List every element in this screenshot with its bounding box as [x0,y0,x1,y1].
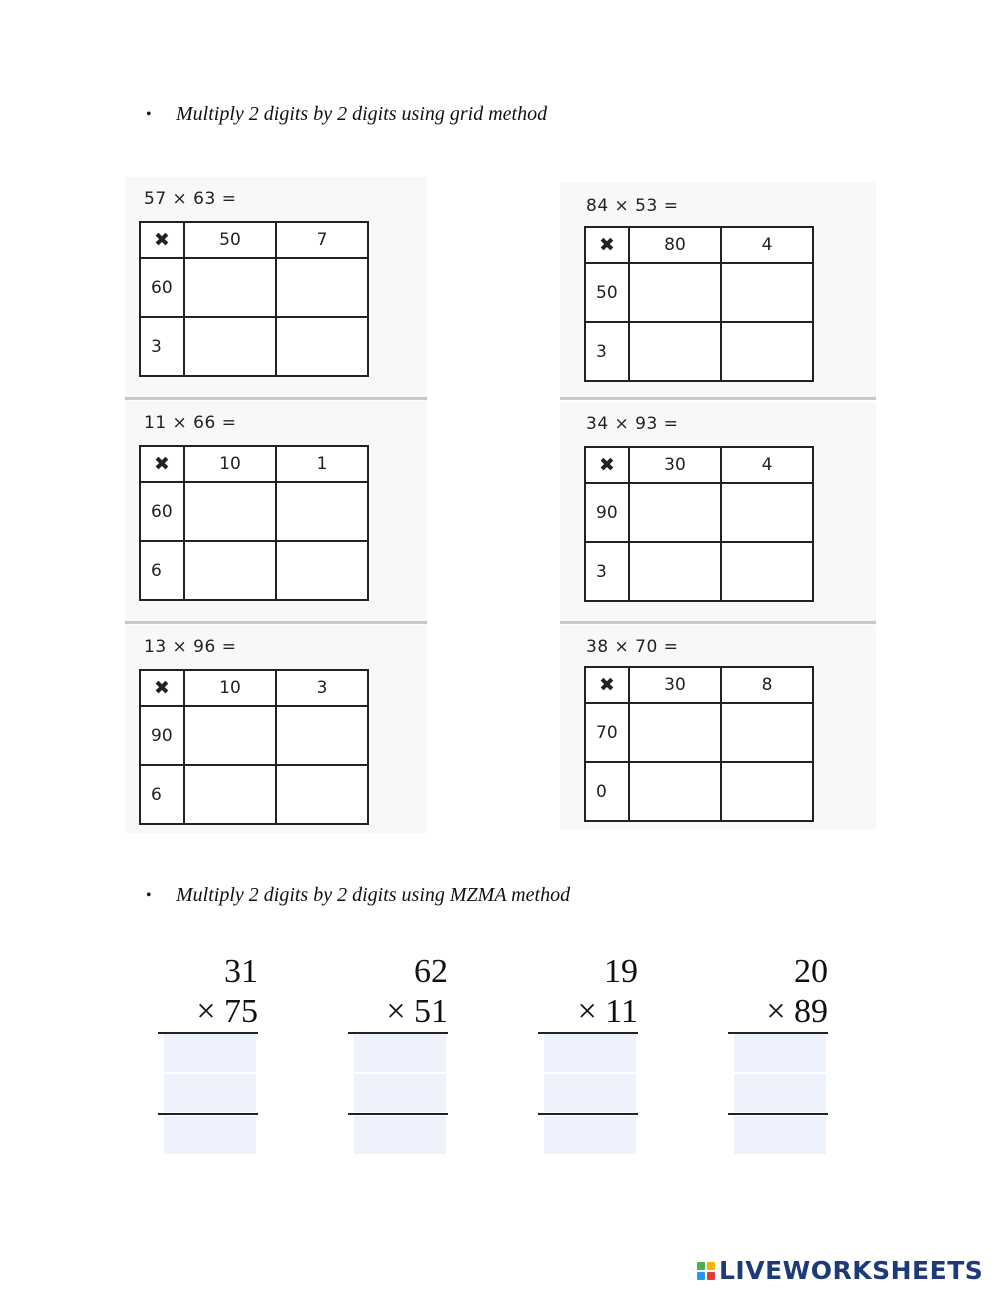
multiplier: × 75 [196,993,258,1030]
column-header: 30 [629,667,721,703]
answer-cell[interactable] [721,483,813,542]
answer-cell[interactable] [276,317,368,376]
answer-cell[interactable] [276,765,368,824]
answer-cell[interactable] [629,542,721,601]
row-header: 3 [140,317,184,376]
multiplicand: 62 [414,953,448,990]
column-header: 1 [276,446,368,482]
answer-box-total[interactable] [544,1116,636,1154]
answer-box-partial-1[interactable] [354,1034,446,1072]
multiplication-grid [584,446,814,602]
row-header: 50 [585,263,629,322]
bullet-icon: • [146,886,152,904]
mzma-problem-1 [158,952,258,1162]
grid-problem-4 [560,402,876,624]
times-icon: ✖ [585,667,629,703]
answer-box-partial-1[interactable] [544,1034,636,1072]
sum-line [728,1113,828,1115]
multiplier: × 51 [386,993,448,1030]
column-header: 4 [721,227,813,263]
grid-problem-6 [560,625,876,830]
multiplier: × 11 [577,993,638,1030]
logo-blocks-icon [697,1262,715,1280]
answer-cell[interactable] [721,542,813,601]
mzma-problem-4 [728,952,828,1162]
multiplicand: 31 [224,953,258,990]
answer-cell[interactable] [721,322,813,381]
column-header: 10 [184,446,276,482]
multiplication-grid [139,445,369,601]
equation-label: 57 × 63 = [144,189,237,209]
equation-label: 34 × 93 = [586,414,679,434]
bullet-icon: • [146,105,152,123]
answer-cell[interactable] [184,317,276,376]
answer-box-partial-1[interactable] [164,1034,256,1072]
times-icon: ✖ [140,670,184,706]
answer-cell[interactable] [184,541,276,600]
multiplication-grid [584,666,814,822]
answer-cell[interactable] [721,703,813,762]
answer-cell[interactable] [629,322,721,381]
answer-cell[interactable] [276,482,368,541]
answer-cell[interactable] [276,541,368,600]
times-icon: ✖ [140,446,184,482]
answer-cell[interactable] [721,263,813,322]
answer-cell[interactable] [184,482,276,541]
column-header: 4 [721,447,813,483]
answer-box-partial-2[interactable] [544,1074,636,1112]
heading-text: Multiply 2 digits by 2 digits using MZMA method [176,884,571,906]
answer-cell[interactable] [629,263,721,322]
answer-box-partial-2[interactable] [164,1074,256,1112]
column-header: 50 [184,222,276,258]
row-header: 0 [585,762,629,821]
times-icon: ✖ [585,227,629,263]
answer-box-partial-2[interactable] [734,1074,826,1112]
grid-problem-2 [560,182,876,400]
multiplicand: 19 [604,953,638,990]
equation-label: 38 × 70 = [586,637,679,657]
equation-label: 84 × 53 = [586,196,679,216]
multiplication-grid [139,669,369,825]
sum-line [348,1113,448,1115]
times-icon: ✖ [140,222,184,258]
answer-cell[interactable] [184,765,276,824]
row-header: 70 [585,703,629,762]
answer-cell[interactable] [721,762,813,821]
column-header: 10 [184,670,276,706]
row-header: 6 [140,541,184,600]
sum-line [158,1113,258,1115]
column-header: 8 [721,667,813,703]
answer-cell[interactable] [629,703,721,762]
mzma-problem-2 [348,952,448,1162]
row-header: 90 [140,706,184,765]
multiplication-grid [584,226,814,382]
multiplicand: 20 [794,953,828,990]
logo-text: LIVEWORKSHEETS [719,1256,984,1285]
row-header: 3 [585,542,629,601]
answer-box-total[interactable] [354,1116,446,1154]
answer-cell[interactable] [184,706,276,765]
grid-problem-5 [125,625,427,833]
column-header: 3 [276,670,368,706]
section-heading-mzma [146,884,570,907]
column-header: 7 [276,222,368,258]
mzma-problem-3 [538,952,638,1162]
liveworksheets-logo [697,1256,983,1285]
equation-label: 11 × 66 = [144,413,237,433]
answer-box-partial-1[interactable] [734,1034,826,1072]
equation-label: 13 × 96 = [144,637,237,657]
column-header: 30 [629,447,721,483]
answer-box-total[interactable] [734,1116,826,1154]
multiplication-grid [139,221,369,377]
heading-text: Multiply 2 digits by 2 digits using grid method [176,103,548,125]
row-header: 90 [585,483,629,542]
times-icon: ✖ [585,447,629,483]
answer-cell[interactable] [629,483,721,542]
grid-problem-3 [125,401,427,624]
answer-cell[interactable] [184,258,276,317]
multiplier: × 89 [766,993,828,1030]
answer-cell[interactable] [276,258,368,317]
answer-cell[interactable] [276,706,368,765]
row-header: 60 [140,482,184,541]
column-header: 80 [629,227,721,263]
row-header: 60 [140,258,184,317]
answer-box-partial-2[interactable] [354,1074,446,1112]
row-header: 6 [140,765,184,824]
answer-cell[interactable] [629,762,721,821]
row-header: 3 [585,322,629,381]
answer-box-total[interactable] [164,1116,256,1154]
grid-problem-1 [125,177,427,400]
sum-line [538,1113,638,1115]
section-heading-grid [146,103,547,126]
